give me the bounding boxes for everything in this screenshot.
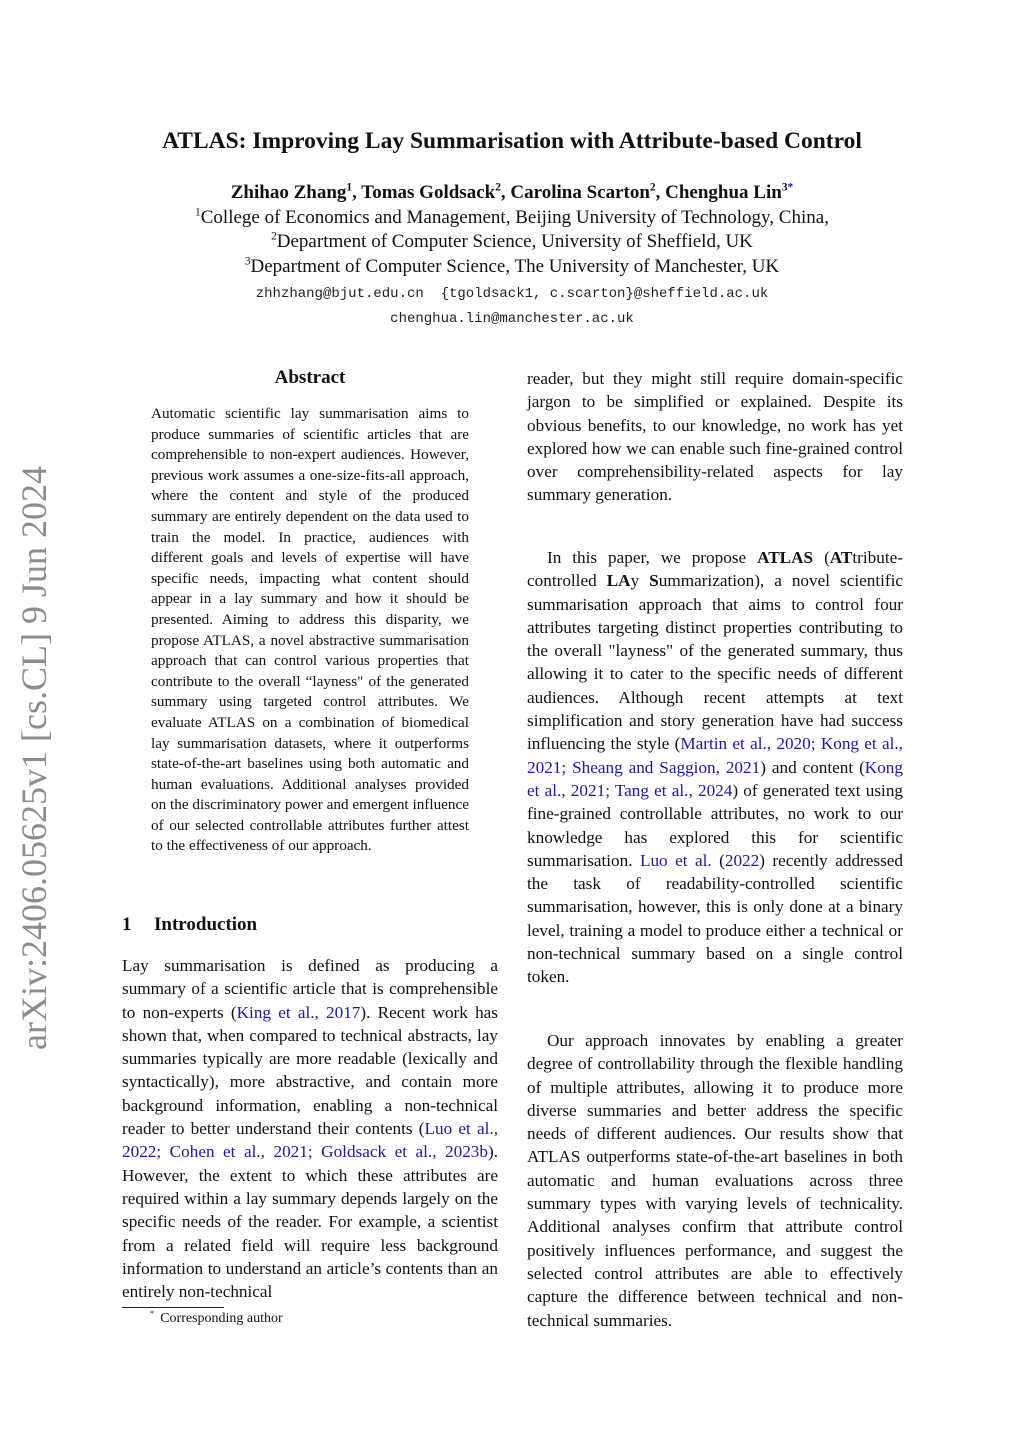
right-column-bottom — [527, 1029, 903, 1332]
citation-link[interactable]: King et al., 2017 — [236, 1002, 361, 1022]
author-name: Chenghua Lin — [665, 182, 782, 203]
left-column — [122, 954, 498, 1303]
affiliation-mark: 3 — [781, 181, 788, 194]
affiliation-mark: 1 — [346, 181, 353, 194]
paragraph: Our approach innovates by enabling a greater degree of controllability through the flexible handling of multiple attributes, allowing it to produce more diverse summaries and better address the specific needs of different audiences. Our results show that ATLAS outperforms state-of-the-art baselines in both automatic and human evaluations across three summary types with varying levels of technicality. Additional analyses confirm that attribute control positively influences performance, and suggest the selected control attributes are able to effectively capture the difference between technical and non-technical summaries. — [527, 1031, 903, 1330]
author-name: Zhihao Zhang — [230, 182, 347, 203]
right-column-middle — [527, 546, 903, 989]
footnote-rule — [122, 1307, 224, 1308]
citation-link[interactable]: Sheang and Saggion, 2021 — [572, 757, 761, 777]
email-address[interactable]: chenghua.lin@manchester.ac.uk — [390, 311, 634, 327]
citation-link[interactable]: Kong et al., 2021 — [527, 757, 903, 800]
email-address[interactable]: {tgoldsack1, c.scarton}@sheffield.ac.uk — [440, 286, 769, 302]
affiliation-text: Department of Computer Science, University of Sheffield, UK — [276, 231, 753, 252]
citation-link[interactable]: Cohen et al., 2021 — [169, 1142, 308, 1162]
citation-link[interactable]: Goldsack et al., 2023b — [321, 1142, 488, 1162]
citation-link[interactable]: 2022 — [724, 850, 760, 870]
affiliation-mark: 2 — [495, 181, 501, 194]
footnote-text: Corresponding author — [160, 1311, 283, 1326]
author-name: Carolina Scarton — [510, 182, 650, 203]
citation-link[interactable]: Luo et al. — [639, 850, 712, 870]
affiliation-line — [0, 207, 1024, 229]
abstract-text: Automatic scientific lay summarisation aims to produce summaries of scientific articles that are comprehensible to non-expert audiences. However, previous work assumes a one-size-fits-all approach, where the content and style of the produced summary are entirely dependent on the data used to train the model. In practice, audiences with different goals and levels of expertise will have specific needs, impacting what content should appear in a lay summary and how it should be presented. Aiming to address this disparity, we propose ATLAS, a novel abstractive summarisation approach that can control various properties that contribute to the overall “layness" of the generated summary using targeted control attributes. We evaluate ATLAS on a combination of biomedical lay summarisation datasets, where it outperforms state-of-the-art baselines using both automatic and human evaluations. Additional analyses provided on the discriminatory power and emergent influence of our selected controllable attributes further attest to the effectiveness of our approach. — [151, 405, 469, 855]
email-line — [0, 286, 1024, 302]
right-column-top — [527, 367, 903, 507]
citation-link[interactable]: Luo et al., 2022 — [122, 1119, 498, 1162]
section-number: 1 — [122, 914, 132, 935]
citation-link[interactable]: Martin et al., 2020 — [680, 734, 811, 754]
section-title: Introduction — [154, 914, 258, 935]
corresponding-author-mark[interactable]: * — [787, 181, 794, 194]
affiliation-number: 2 — [271, 230, 277, 243]
affiliation-text: Department of Computer Science, The University of Manchester, UK — [250, 256, 780, 277]
author-list: Zhihao Zhang$^1$, Tomas Goldsack$^2$, Carolina Scarton$^2$, Chenghua Lin$^{3*}$ — [230, 181, 794, 203]
affiliation-mark: 2 — [649, 181, 656, 194]
abstract-heading: Abstract — [274, 367, 346, 388]
affiliation-text: College of Economics and Management, Beijing University of Technology, China, — [200, 207, 829, 228]
method-name: ATLAS — [757, 548, 814, 567]
footnote — [150, 1311, 283, 1327]
affiliation-line — [0, 256, 1024, 278]
arxiv-identifier: arXiv:2406.05625v1 [cs.CL] 9 Jun 2024 — [14, 466, 54, 1050]
citation-link[interactable]: Kong et al., 2021 — [527, 734, 903, 777]
paper-title: ATLAS: Improving Lay Summarisation with Attribute-based Control — [162, 128, 862, 154]
citation-link[interactable]: Tang et al., 2024 — [614, 780, 733, 800]
author-name: Tomas Goldsack — [361, 182, 496, 203]
affiliation-number: 3 — [244, 255, 251, 268]
affiliation-number: 1 — [195, 206, 201, 219]
affiliation-line — [0, 231, 1024, 253]
section-heading — [122, 914, 257, 936]
paragraph: In this paper, we propose ATLAS (ATtribute-controlled LAy Summarization), a novel scientific summarisation approach that aims to control four attributes targeting distinct properties contributing to the overall "layness" of the generated summary, thus allowing it to cater to the specific needs of different audiences. Although recent attempts at text simplification and story generation have had success influencing the style (Martin et al., 2020; Kong et al., 2021; Sheang and Saggion, 2021) and content (Kong et al., 2021; Tang et al., 2024) of generated text using fine-grained controllable attributes, no work to our knowledge has explored this for scientific summarisation. Luo et al. (2022) recently addressed the task of readability-controlled scientific summarisation, however, this is only done at a binary level, training a model to produce either a technical or non-technical summary based on a single control token. — [527, 548, 904, 987]
email-address[interactable]: zhhzhang@bjut.edu.cn — [255, 286, 424, 302]
intro-paragraph: Lay summarisation is defined as producing a summary of a scientific article that is comprehensible to non-experts (King et al., 2017). Recent work has shown that, when compared to technical abstracts, lay summaries typically are more readable (lexically and syntactically), more abstractive, and contain more background information, enabling a non-technical reader to better understand their contents (Luo et al., 2022; Cohen et al., 2021; Goldsack et al., 2023b). However, the extent to which these attributes are required within a lay summary depends largely on the specific needs of the reader. For example, a scientist from a related field will require less background information to understand an article’s contents than an entirely non-technical — [122, 956, 499, 1302]
paragraph: reader, but they might still require domain-specific jargon to be simplified or explained. Despite its obvious benefits, to our knowledge, no work has yet explored how we can enable such fine-grained control over comprehensibility-related aspects for lay summary generation. — [527, 369, 903, 505]
email-line — [0, 311, 1024, 327]
footnote-mark: * — [150, 1309, 155, 1319]
